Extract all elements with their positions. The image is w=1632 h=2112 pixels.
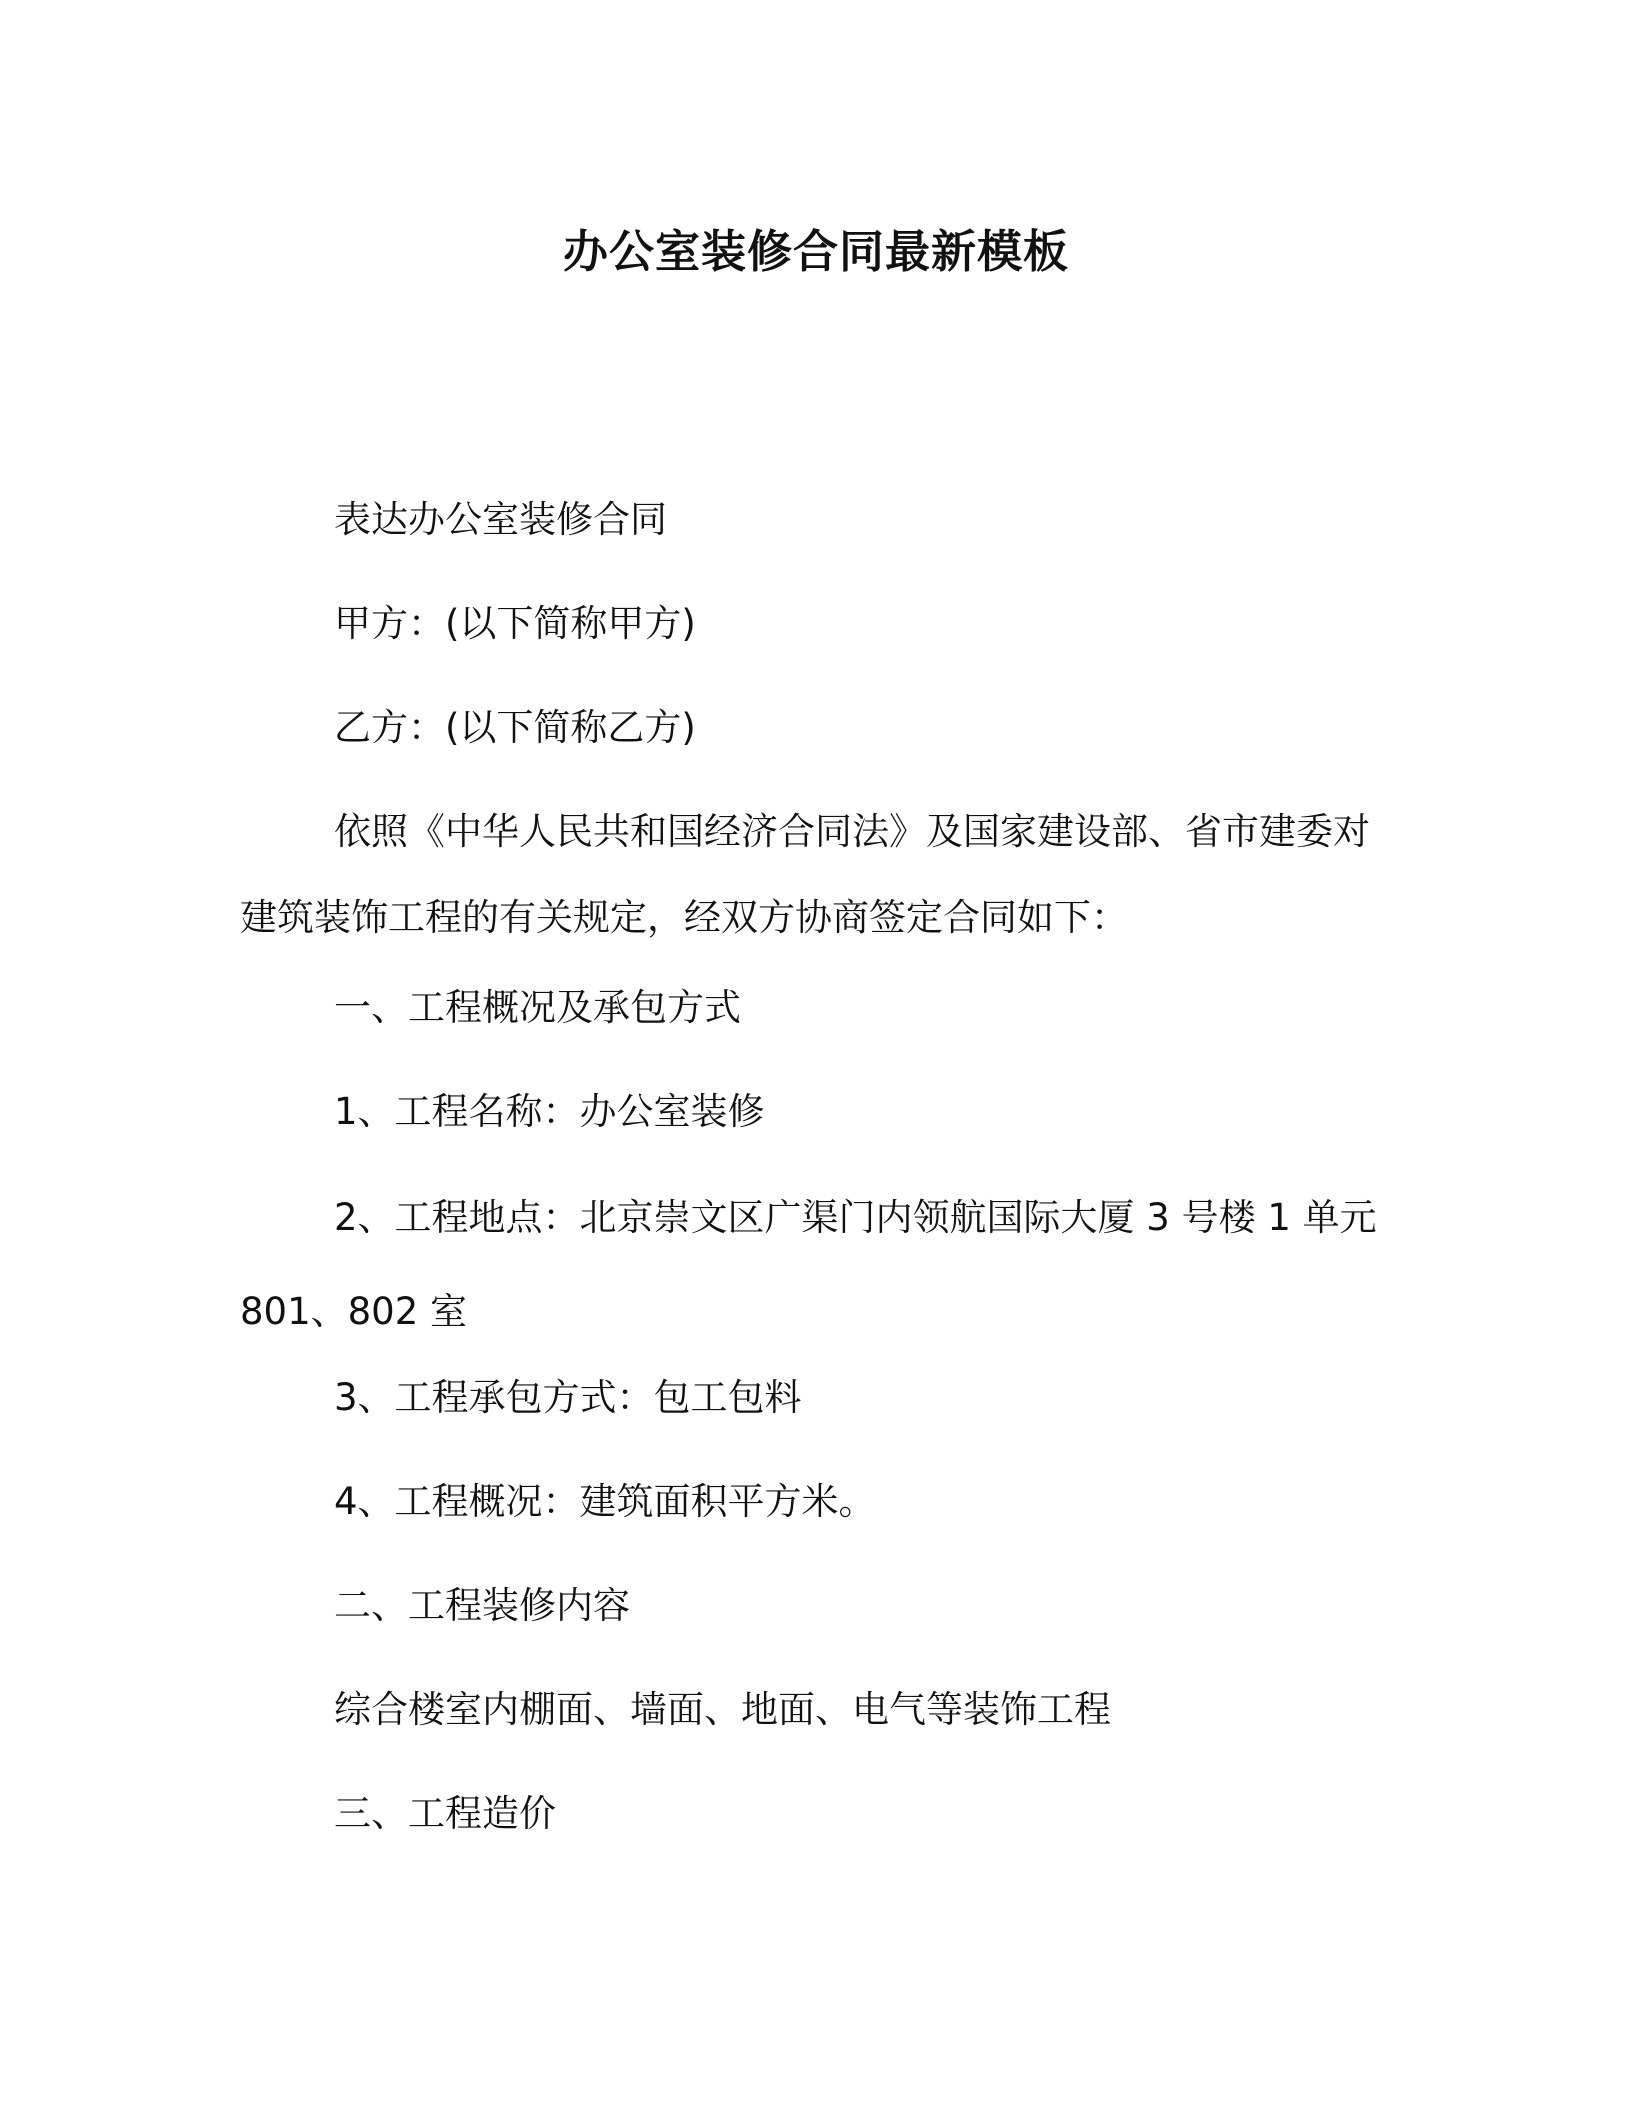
paragraph-scope xyxy=(240,1678,1400,1742)
paragraph-line: 甲方：(以下简称甲方) xyxy=(334,602,696,645)
paragraph-line: 依照《中华人民共和国经济合同法》及国家建设部、省市建委对 xyxy=(334,810,1370,853)
section-heading-3 xyxy=(240,1782,1400,1846)
paragraph-line: 4、工程概况：建筑面积平方米。 xyxy=(334,1480,876,1523)
paragraph-item-2 xyxy=(240,1186,1400,1344)
paragraph-line: 综合楼室内棚面、墙面、地面、电气等装饰工程 xyxy=(334,1688,1111,1731)
paragraph-line: 1、工程名称：办公室装修 xyxy=(334,1090,765,1133)
paragraph-legal-basis xyxy=(240,800,1400,950)
document-title: 办公室装修合同最新模板 xyxy=(562,225,1069,278)
paragraph-contract-intro xyxy=(240,488,1400,552)
paragraph-line: 二、工程装修内容 xyxy=(334,1584,630,1627)
paragraph-line: 建筑装饰工程的有关规定，经双方协商签定合同如下： xyxy=(240,896,1128,939)
paragraph-item-3 xyxy=(240,1366,1400,1430)
paragraph-line: 一、工程概况及承包方式 xyxy=(334,986,741,1029)
paragraph-party-b xyxy=(240,696,1400,760)
section-heading-2 xyxy=(240,1574,1400,1638)
paragraph-line: 三、工程造价 xyxy=(334,1792,556,1835)
paragraph-line: 801、802 室 xyxy=(240,1290,468,1333)
paragraph-party-a xyxy=(240,592,1400,656)
paragraph-line: 3、工程承包方式：包工包料 xyxy=(334,1376,802,1419)
section-heading-1 xyxy=(240,976,1400,1040)
paragraph-line: 乙方：(以下简称乙方) xyxy=(334,706,696,749)
paragraph-line: 2、工程地点：北京崇文区广渠门内领航国际大厦 3 号楼 1 单元 xyxy=(334,1196,1377,1239)
paragraph-line: 表达办公室装修合同 xyxy=(334,498,667,541)
paragraph-item-1 xyxy=(240,1080,1400,1144)
paragraph-item-4 xyxy=(240,1470,1400,1534)
